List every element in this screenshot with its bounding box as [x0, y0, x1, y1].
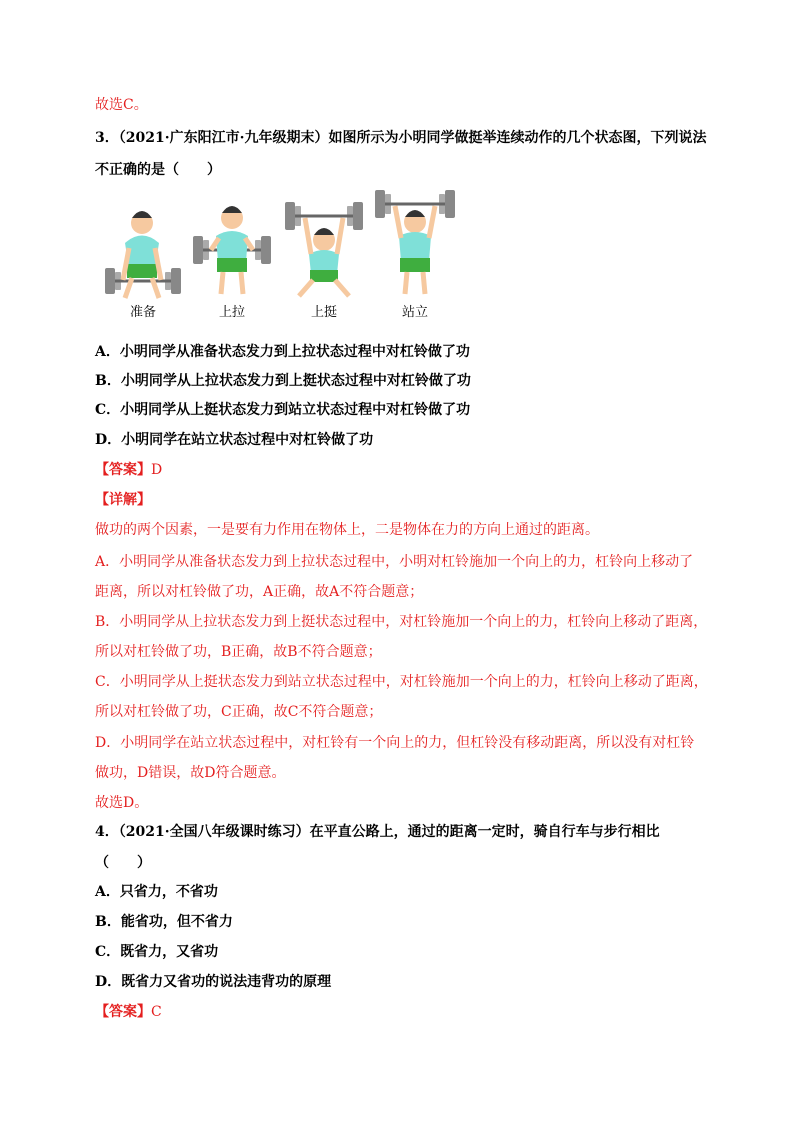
- question-4-answer: [95, 1002, 162, 1022]
- question-3-option-c: C．小明同学从上挺状态发力到站立状态过程中对杠铃做了功: [95, 402, 471, 418]
- detail-line-1: 做功的两个因素，一是要有力作用在物体上，二是物体在力的方向上通过的距离。: [95, 522, 599, 538]
- figure-prepare: [105, 211, 181, 298]
- figure-pull: [193, 206, 271, 294]
- detail-line-10: 故选D。: [95, 795, 149, 811]
- question-4-stem-line2: （ ）: [95, 855, 151, 871]
- label-prepare: 准备: [129, 305, 157, 320]
- question-3-option-b: B．小明同学从上拉状态发力到上挺状态过程中对杠铃做了功: [95, 373, 471, 389]
- label-stand: 站立: [401, 305, 429, 320]
- question-3-detail-tag: 【详解】: [95, 492, 151, 508]
- detail-line-6: C．小明同学从上挺状态发力到站立状态过程中，对杠铃施加一个向上的力，杠铃向上移动了距离，: [95, 674, 708, 690]
- answer-tag: 【答案】: [95, 462, 151, 478]
- question-3-answer: [95, 460, 162, 480]
- question-4-stem-line1: 4．（2021·全国八年级课时练习）在平直公路上，通过的距离一定时，骑自行车与步行相比: [95, 824, 660, 840]
- detail-line-4: B．小明同学从上拉状态发力到上挺状态过程中，对杠铃施加一个向上的力，杠铃向上移动了距离，: [95, 614, 708, 630]
- detail-line-5: 所以对杠铃做了功，B正确，故B不符合题意；: [95, 644, 382, 660]
- detail-line-7: 所以对杠铃做了功，C正确，故C不符合题意；: [95, 704, 383, 720]
- question-3-stem-line1: 3．（2021·广东阳江市·九年级期末）如图所示为小明同学做挺举连续动作的几个状态图，下列说法: [95, 130, 707, 146]
- question-3-stem-line2: 不正确的是（ ）: [95, 162, 221, 178]
- answer-tag: 【答案】: [95, 1004, 151, 1020]
- question-3-option-d: D．小明同学在站立状态过程中对杠铃做了功: [95, 432, 374, 448]
- answer-value: C: [151, 1004, 162, 1020]
- label-jerk: 上挺: [310, 305, 338, 320]
- detail-line-9: 做功，D错误，故D符合题意。: [95, 765, 286, 781]
- detail-line-3: 距离，所以对杠铃做了功，A正确，故A不符合题意；: [95, 584, 424, 600]
- question-4-option-b: B．能省功，但不省力: [95, 914, 233, 930]
- question-3-option-a: A．小明同学从准备状态发力到上拉状态过程中对杠铃做了功: [95, 344, 470, 360]
- label-pull: 上拉: [218, 305, 246, 320]
- detail-line-2: A．小明同学从准备状态发力到上拉状态过程中，小明对杠铃施加一个向上的力，杠铃向上移动了: [95, 554, 694, 570]
- figure-jerk: [285, 202, 363, 296]
- weightlifting-figure: [95, 188, 475, 323]
- question-4-option-a: A．只省力，不省功: [95, 884, 218, 900]
- answer-value: D: [151, 462, 163, 478]
- question-4-option-d: D．既省力又省功的说法违背功的原理: [95, 974, 332, 990]
- question-4-option-c: C．既省力，又省功: [95, 944, 219, 960]
- previous-answer-conclusion: 故选C。: [95, 97, 148, 113]
- detail-line-8: D．小明同学在站立状态过程中，对杠铃有一个向上的力，但杠铃没有移动距离，所以没有对杠铃: [95, 735, 695, 751]
- barbell-plate: [105, 268, 115, 294]
- figure-stand: [375, 190, 455, 294]
